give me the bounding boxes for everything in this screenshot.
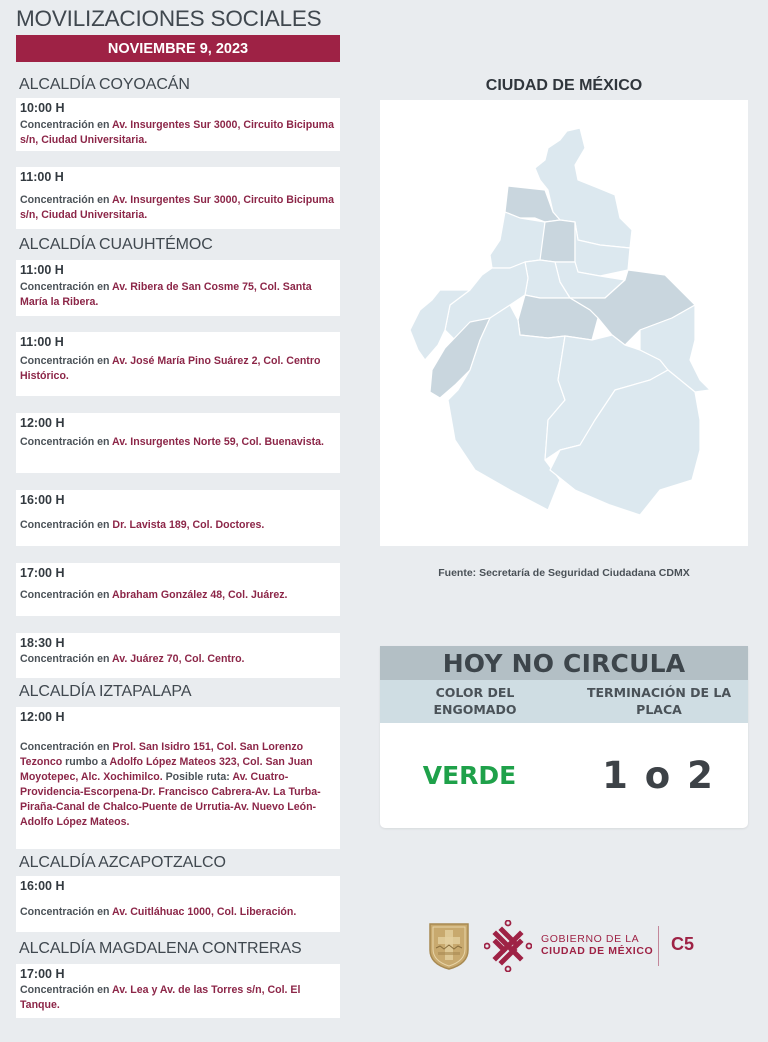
color-engomado-label: COLOR DEL ENGOMADO <box>433 685 517 717</box>
hoy-no-circula-panel <box>380 646 748 828</box>
event-card <box>16 633 340 678</box>
event-time: 12:00 H <box>20 710 65 724</box>
event-card <box>16 98 340 151</box>
alcaldia-heading-cuauhtemoc: ALCALDÍA CUAUHTÉMOC <box>19 236 213 253</box>
event-time: 12:00 H <box>20 416 65 430</box>
map-source: Fuente: Secretaría de Seguridad Ciudadana CDMX <box>438 567 690 579</box>
cdmx-map <box>380 100 748 546</box>
event-description: Concentración en Av. Juárez 70, Col. Centro. <box>20 653 245 665</box>
event-time: 17:00 H <box>20 967 65 981</box>
event-description: Concentración en Av. José María Pino Suárez 2, Col. Centro Histórico. <box>20 355 321 382</box>
hoy-no-circula-values-row <box>380 723 748 828</box>
event-description: Concentración en Prol. San Isidro 151, Col. San Lorenzo Tezonco rumbo a Adolfo López Mateos 323, Col. San Juan Moyotepec, Alc. Xochimilco. Posible ruta: Av. Cuatro-Providencia-Escorpena-Dr. Francisco Cabrera-Av. La Turba- Piraña-Canal de Chalco-Puente de Urrutia-Av. Nuevo León-Adolfo López Mateos. <box>20 741 321 828</box>
event-description: Concentración en Abraham González 48, Col. Juárez. <box>20 589 288 601</box>
event-card <box>16 490 340 546</box>
event-description: Concentración en Av. Insurgentes Norte 59, Col. Buenavista. <box>20 436 324 448</box>
event-description: Concentración en Av. Cuitláhuac 1000, Col. Liberación. <box>20 906 297 918</box>
page-title: MOVILIZACIONES SOCIALES <box>16 6 322 31</box>
event-time: 11:00 H <box>20 263 64 277</box>
event-description: Concentración en Av. Lea y Av. de las Torres s/n, Col. El Tanque. <box>20 984 301 1011</box>
event-description: Concentración en Av. Insurgentes Sur 3000, Circuito Bicipuma s/n, Ciudad Universitaria. <box>20 194 334 221</box>
c5-logo: C5 <box>671 934 695 954</box>
alcaldia-heading-coyoacan: ALCALDÍA COYOACÁN <box>19 76 190 93</box>
engomado-color-value: VERDE <box>422 761 517 790</box>
plate-ending-value: 1 o 2 <box>602 754 715 797</box>
event-card <box>16 563 340 616</box>
event-card <box>16 964 340 1018</box>
alcaldia-heading-azcapotzalco: ALCALDÍA AZCAPOTZALCO <box>19 854 226 871</box>
event-time: 17:00 H <box>20 566 65 580</box>
map-title: CIUDAD DE MÉXICO <box>485 77 643 94</box>
cdmx-map-svg <box>380 100 748 546</box>
event-time: 16:00 H <box>20 879 65 893</box>
event-card <box>16 413 340 473</box>
event-card <box>16 260 340 316</box>
event-card <box>16 167 340 229</box>
event-description: Concentración en Av. Insurgentes Sur 3000, Circuito Bicipuma s/n, Ciudad Universitaria. <box>20 119 334 146</box>
alcaldia-heading-iztapalapa: ALCALDÍA IZTAPALAPA <box>19 683 192 700</box>
gobierno-cdmx-wordmark: GOBIERNO DE LA CIUDAD DE MÉXICO <box>541 933 654 957</box>
event-time: 11:00 H <box>20 170 64 184</box>
event-time: 10:00 H <box>20 101 65 115</box>
event-description: Concentración en Dr. Lavista 189, Col. Doctores. <box>20 519 265 531</box>
event-time: 16:00 H <box>20 493 65 507</box>
event-time: 11:00 H <box>20 335 64 349</box>
logo-divider <box>658 926 659 966</box>
event-time: 18:30 H <box>20 636 65 650</box>
footer-logos <box>428 920 708 970</box>
event-card <box>16 332 340 396</box>
hoy-no-circula-header-row <box>380 680 748 723</box>
cdmx-crest-icon <box>428 922 470 970</box>
event-description: Concentración en Av. Ribera de San Cosme 75, Col. Santa María la Ribera. <box>20 281 312 308</box>
event-card <box>16 876 340 932</box>
terminacion-placa-label: TERMINACIÓN DE LA PLACA <box>586 685 732 717</box>
gobierno-cdmx-logo-icon <box>484 920 532 972</box>
date-banner: NOVIEMBRE 9, 2023 <box>16 35 340 62</box>
event-card <box>16 707 340 849</box>
alcaldia-heading-magdalena-contreras: ALCALDÍA MAGDALENA CONTRERAS <box>19 940 302 957</box>
hoy-no-circula-title: HOY NO CIRCULA <box>380 646 748 680</box>
